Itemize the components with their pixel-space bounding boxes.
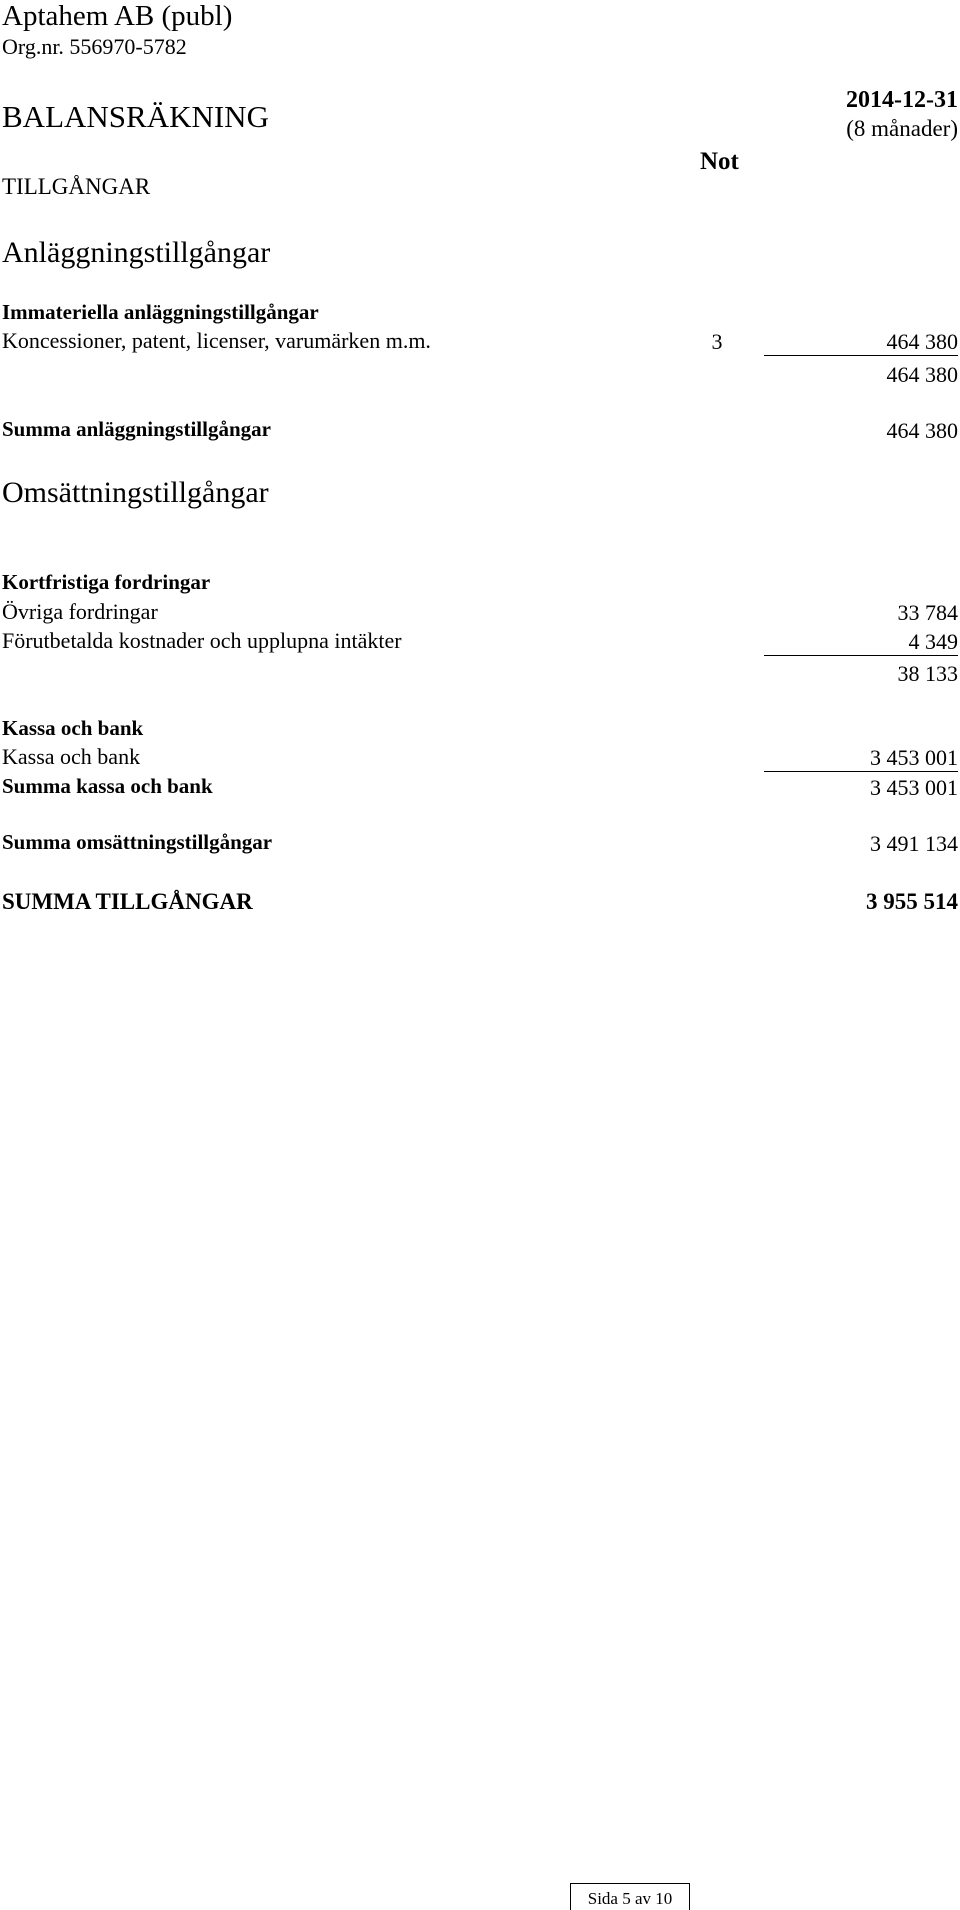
- cash-heading: Kassa och bank: [2, 716, 144, 740]
- fixed-assets-sum-value: 464 380: [886, 418, 958, 443]
- org-number: Org.nr. 556970-5782: [2, 34, 187, 59]
- total-assets-value: 3 955 514: [866, 889, 958, 914]
- fixed-assets-heading: Anläggningstillgångar: [2, 236, 271, 269]
- concessions-value: 464 380: [886, 329, 958, 354]
- prepaid-value: 4 349: [908, 629, 958, 654]
- prepaid-label: Förutbetalda kostnader och upplupna intäkter: [2, 628, 402, 653]
- column-date: 2014-12-31: [846, 87, 958, 113]
- company-name: Aptahem AB (publ): [2, 0, 233, 32]
- concessions-note: 3: [711, 329, 723, 354]
- current-assets-sum-label: Summa omsättningstillgångar: [2, 830, 273, 854]
- column-period: (8 månader): [846, 116, 958, 141]
- cash-sum-label: Summa kassa och bank: [2, 774, 213, 798]
- subtotal-rule: [764, 655, 958, 656]
- intangible-assets-heading: Immateriella anläggningstillgångar: [2, 300, 319, 324]
- section-heading-assets: TILLGÅNGAR: [2, 174, 151, 199]
- receivables-subtotal: 38 133: [897, 661, 958, 686]
- intangible-subtotal: 464 380: [886, 362, 958, 387]
- total-assets-label: SUMMA TILLGÅNGAR: [2, 889, 253, 914]
- concessions-label: Koncessioner, patent, licenser, varumärken m.m.: [2, 328, 431, 353]
- current-assets-heading: Omsättningstillgångar: [2, 476, 269, 509]
- page-title: BALANSRÄKNING: [2, 99, 269, 134]
- cash-sum-value: 3 453 001: [870, 775, 958, 800]
- subtotal-rule: [764, 355, 958, 356]
- current-assets-sum-value: 3 491 134: [870, 831, 958, 856]
- fixed-assets-sum-label: Summa anläggningstillgångar: [2, 417, 271, 441]
- subtotal-rule: [764, 771, 958, 772]
- note-column-header: Not: [700, 148, 739, 175]
- receivables-heading: Kortfristiga fordringar: [2, 570, 211, 594]
- cash-label: Kassa och bank: [2, 744, 141, 769]
- page-number: Sida 5 av 10: [570, 1883, 690, 1910]
- cash-value: 3 453 001: [870, 745, 958, 770]
- other-receivables-label: Övriga fordringar: [2, 599, 158, 624]
- other-receivables-value: 33 784: [897, 600, 958, 625]
